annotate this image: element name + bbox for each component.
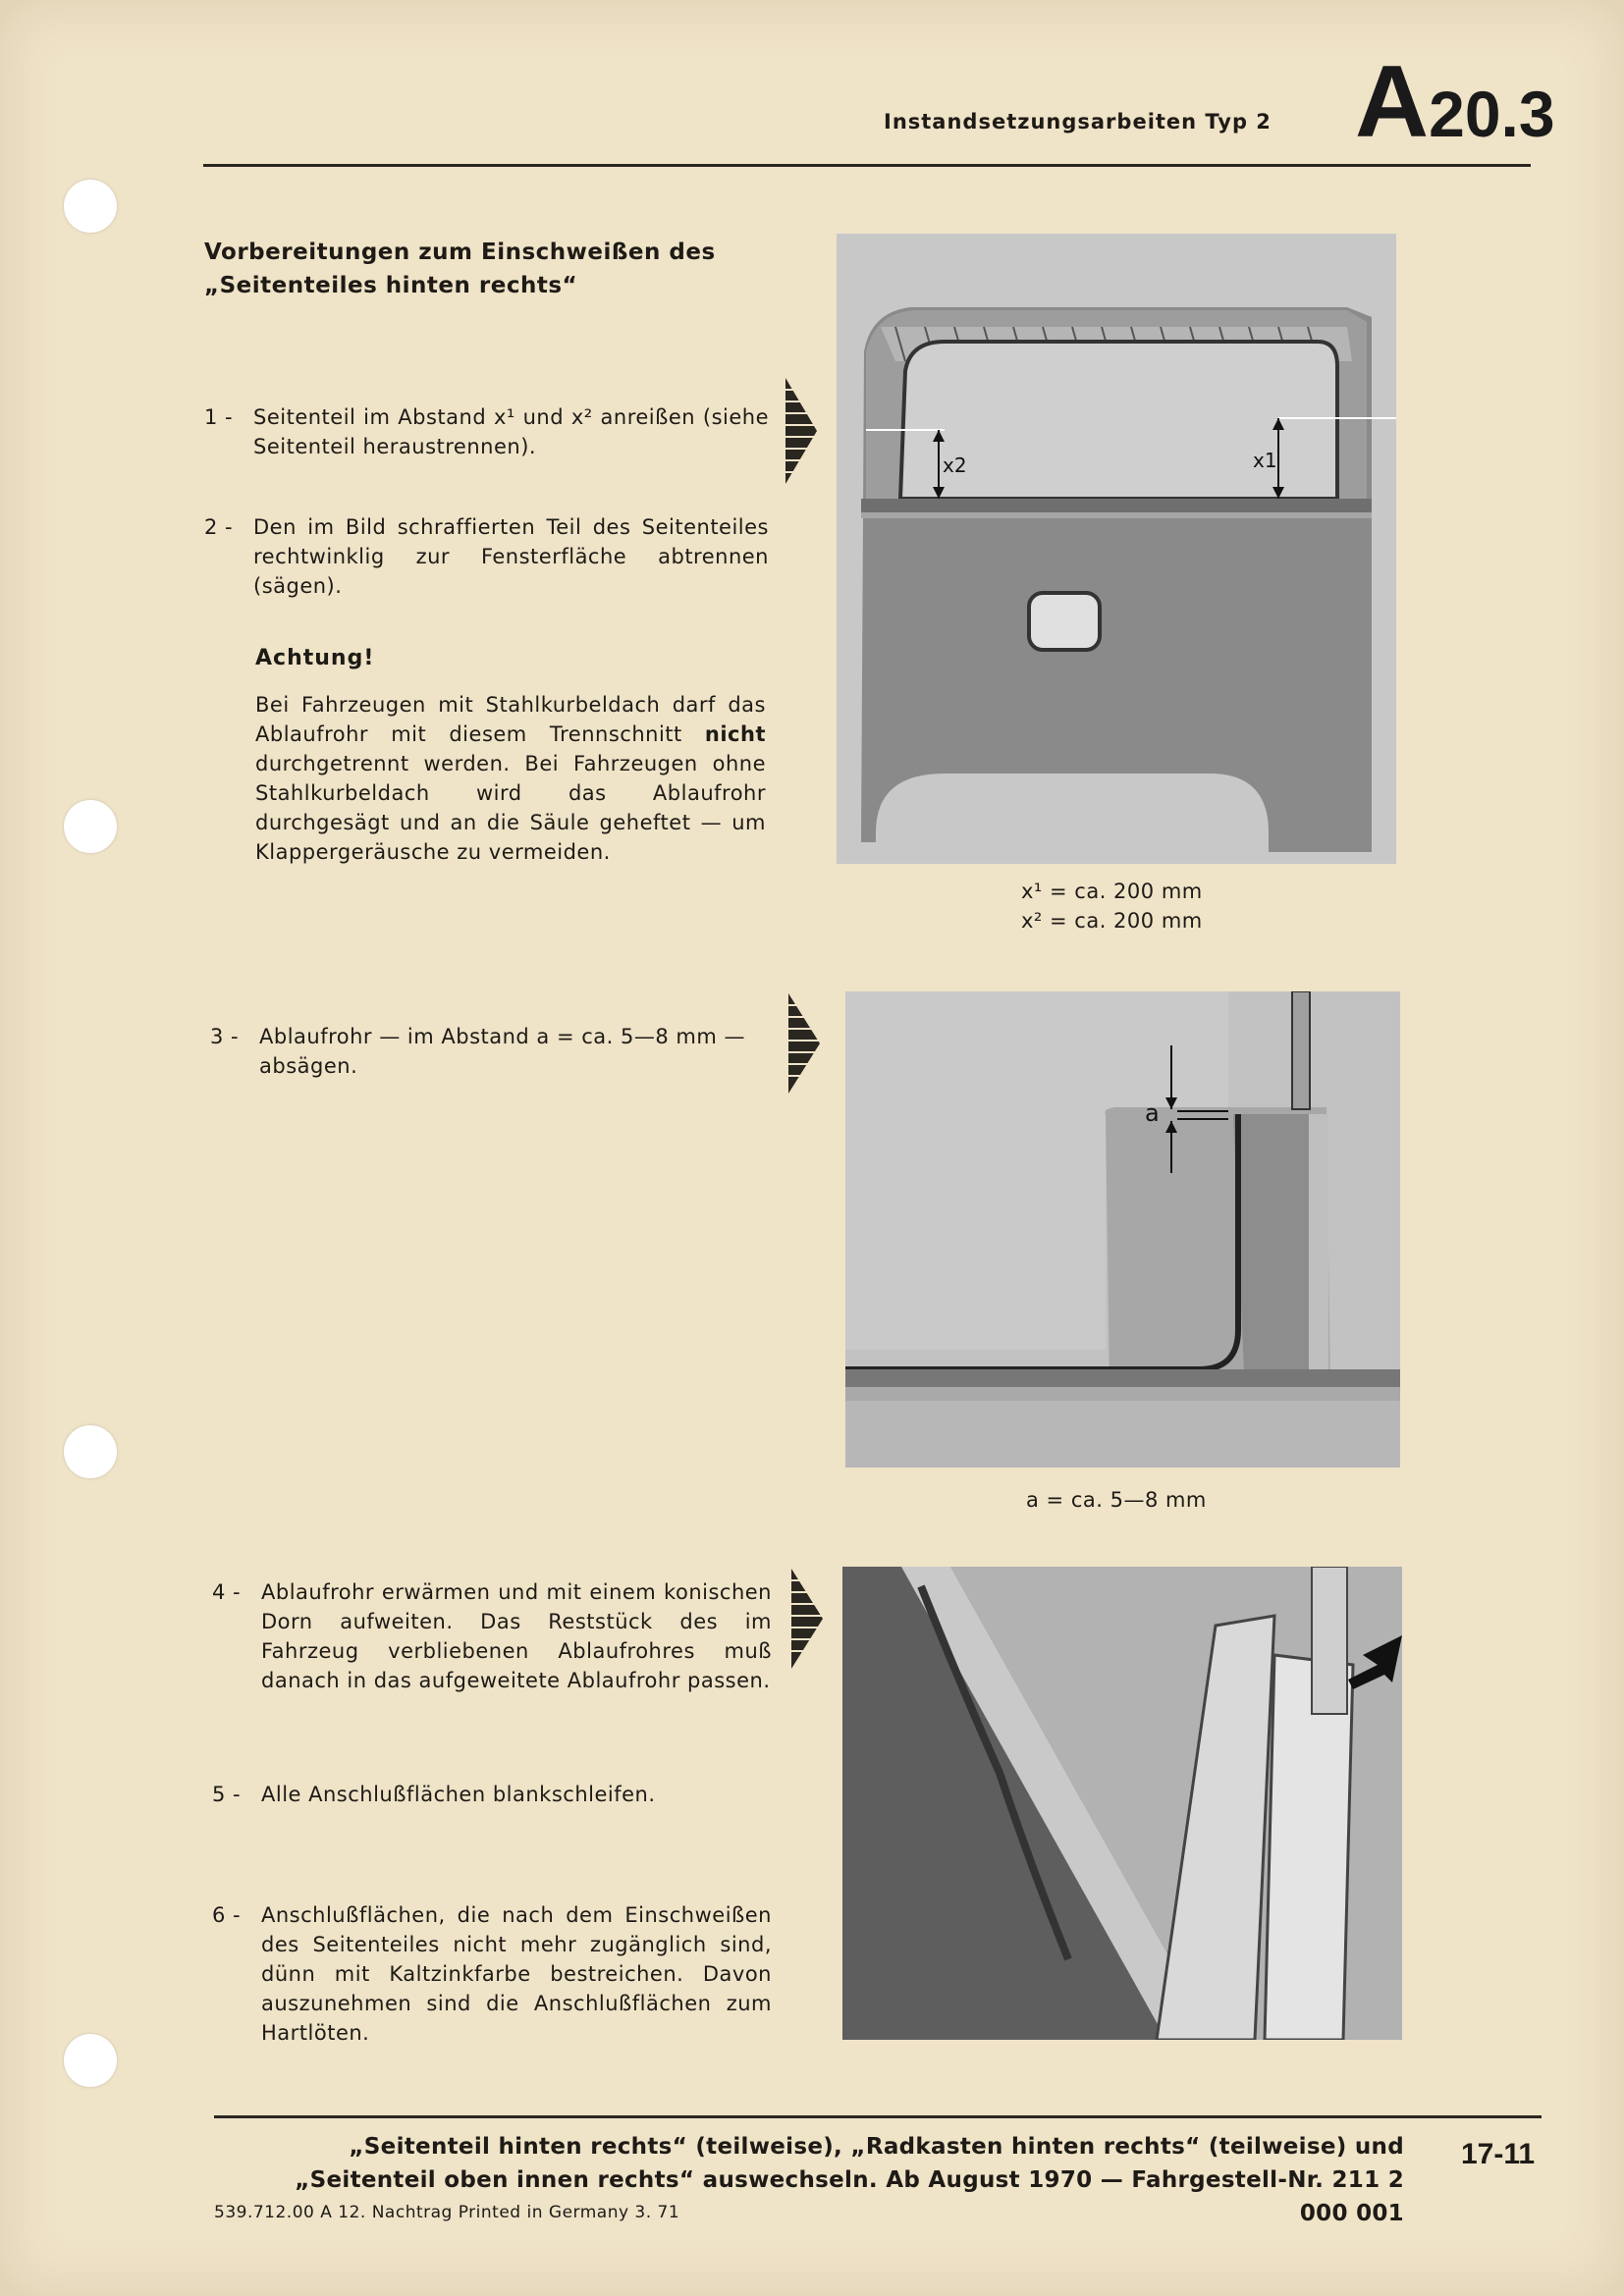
punch-hole	[64, 180, 117, 233]
footer-title-line: „Seitenteil oben innen rechts“ auswechseln. Ab August 1970 — Fahrgestell-Nr. 211 2 000 001	[295, 2167, 1404, 2226]
imprint-line: 539.712.00 A 12. Nachtrag Printed in Germany 3. 71	[214, 2203, 680, 2222]
step-text: Alle Anschlußflächen blankschleifen.	[261, 1783, 656, 1806]
dimension-label-a: a	[1145, 1099, 1160, 1127]
header-title: Instandsetzungsarbeiten Typ 2	[884, 110, 1272, 133]
header-rule	[203, 164, 1531, 167]
figure-2-caption: a = ca. 5—8 mm	[1026, 1488, 1207, 1512]
dimension-label-x1: x1	[1253, 449, 1277, 472]
figure-1-photo	[837, 234, 1396, 864]
step-number: 2 -	[204, 515, 234, 539]
warning-text-part: Bei Fahrzeugen mit Stahlkurbeldach darf das Ablaufrohr mit diesem Trennschnitt	[255, 693, 766, 746]
pointer-arrow-icon	[784, 378, 819, 484]
step-number: 3 -	[210, 1025, 240, 1048]
dimension-label-x2: x2	[943, 454, 967, 477]
warning-text-part: durchgetrennt werden. Bei Fahrzeugen ohne Stahlkurbeldach wird das Ablaufrohr durchgesägt und an die Säule geheftet — um Klappergeräusche zu vermeiden.	[255, 752, 766, 864]
pointer-arrow-icon	[789, 1569, 825, 1669]
pointer-arrow-icon	[786, 993, 822, 1094]
figure-1-caption-x2: x² = ca. 200 mm	[1021, 909, 1203, 933]
step-number: 1 -	[204, 405, 234, 429]
punch-hole	[64, 2034, 117, 2087]
step-number: 6 -	[212, 1903, 242, 1927]
section-title: Vorbereitungen zum Einschweißen des „Seitenteiles hinten rechts“	[204, 240, 716, 298]
footer-rule	[214, 2115, 1542, 2118]
section-code-letter: A	[1355, 45, 1430, 159]
figure-2-photo	[845, 991, 1400, 1468]
section-code-number: 20.3	[1429, 78, 1555, 150]
punch-hole	[64, 800, 117, 853]
step-text: Ablaufrohr erwärmen und mit einem konischen Dorn aufweiten. Das Reststück des im Fahrzeug verbliebenen Ablaufrohres muß danach in das aufgeweitete Ablaufrohr passen.	[261, 1580, 772, 1692]
figure-3-photo	[842, 1567, 1402, 2040]
footer-title-line: „Seitenteil hinten rechts“ (teilweise), „Radkasten hinten rechts“ (teilweise) und	[349, 2134, 1404, 2160]
warning-heading: Achtung!	[255, 646, 375, 670]
section-code	[1355, 45, 1555, 159]
punch-hole	[64, 1425, 117, 1478]
warning-text	[255, 690, 766, 867]
figure-1-caption-x1: x¹ = ca. 200 mm	[1021, 880, 1203, 903]
warning-text-emphasis: nicht	[704, 722, 766, 746]
step-number: 4 -	[212, 1580, 242, 1604]
page-number: 17-11	[1461, 2138, 1536, 2170]
step-text: Ablaufrohr — im Abstand a = ca. 5—8 mm — absägen.	[259, 1025, 746, 1078]
step-number: 5 -	[212, 1783, 242, 1806]
step-text: Seitenteil im Abstand x¹ und x² anreißen (siehe Seitenteil heraustrennen).	[253, 405, 769, 458]
step-text: Anschlußflächen, die nach dem Einschweißen des Seitenteiles nicht mehr zugänglich sind, dünn mit Kaltzinkfarbe bestreichen. Davon auszunehmen sind die Anschlußflächen zum Hartlöten.	[261, 1903, 772, 2045]
step-text: Den im Bild schraffierten Teil des Seitenteiles rechtwinklig zur Fensterfläche abtrennen (sägen).	[253, 515, 769, 598]
